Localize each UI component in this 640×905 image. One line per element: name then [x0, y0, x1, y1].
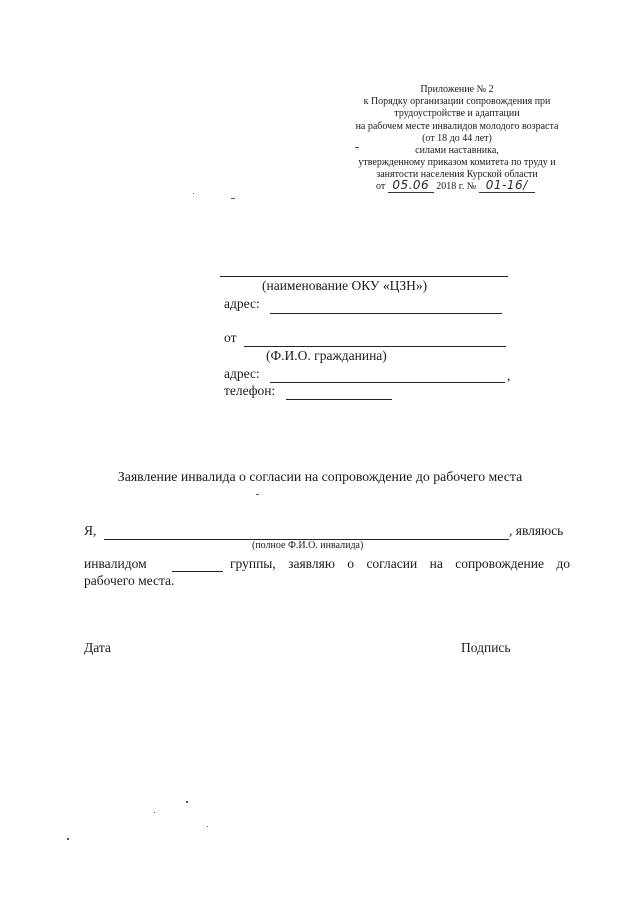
scan-speck — [256, 494, 259, 495]
header-line-5: (от 18 до 44 лет) — [422, 132, 492, 144]
group-text: группы, заявляю о согласии на сопровождение до — [230, 556, 570, 571]
document-title: Заявление инвалида о согласии на сопровождение до рабочего места — [117, 469, 523, 484]
order-date-line — [376, 178, 535, 193]
being-text: , являюсь — [509, 523, 564, 538]
citizen-name-line — [244, 346, 506, 347]
appendix-header — [327, 84, 587, 182]
scan-speck — [154, 812, 155, 813]
signature-label: Подпись — [461, 640, 511, 655]
address2-line — [270, 382, 505, 383]
order-date-handwritten: 05.06 — [388, 178, 434, 193]
header-line-2: к Порядку организации сопровождения при — [363, 96, 551, 108]
group-line — [172, 571, 223, 572]
header-line-7: утвержденному приказом комитета по труду и — [358, 157, 556, 169]
header-line-8: занятости населения Курской области — [376, 169, 538, 181]
phone-line — [286, 399, 392, 400]
fio-caption: (полное Ф.И.О. инвалида) — [252, 540, 364, 551]
scan-speck — [186, 801, 188, 803]
address2-label: адрес: — [224, 366, 260, 381]
header-line-4: на рабочем месте инвалидов молодого возраста — [355, 120, 559, 132]
phone-label: телефон: — [224, 383, 276, 398]
i-label: Я, — [84, 523, 97, 538]
org-caption: (наименование ОКУ «ЦЗН») — [262, 278, 428, 293]
header-line-1: Приложение № 2 — [420, 84, 494, 95]
org-name-line — [220, 276, 508, 277]
scan-speck — [355, 147, 359, 148]
header-line-3: трудоустройстве и адаптации — [394, 108, 520, 120]
scan-speck — [207, 826, 208, 827]
address2-end: , — [507, 368, 511, 383]
from-label: от — [224, 330, 237, 345]
header-line-6: силами наставника, — [415, 145, 499, 157]
body-line-3: рабочего места. — [84, 573, 175, 588]
address-line — [270, 313, 502, 314]
order-year-number: 2018 г. № — [436, 181, 477, 192]
scan-speck — [231, 198, 235, 199]
order-date-prefix: от — [376, 181, 386, 192]
address-label: адрес: — [224, 296, 260, 311]
date-label: Дата — [84, 640, 111, 655]
disabled-word: инвалидом — [84, 556, 147, 571]
citizen-caption: (Ф.И.О. гражданина) — [266, 348, 387, 363]
scan-speck — [193, 193, 194, 194]
scan-speck — [67, 838, 69, 840]
order-number-handwritten: 01-16/ — [479, 178, 535, 193]
